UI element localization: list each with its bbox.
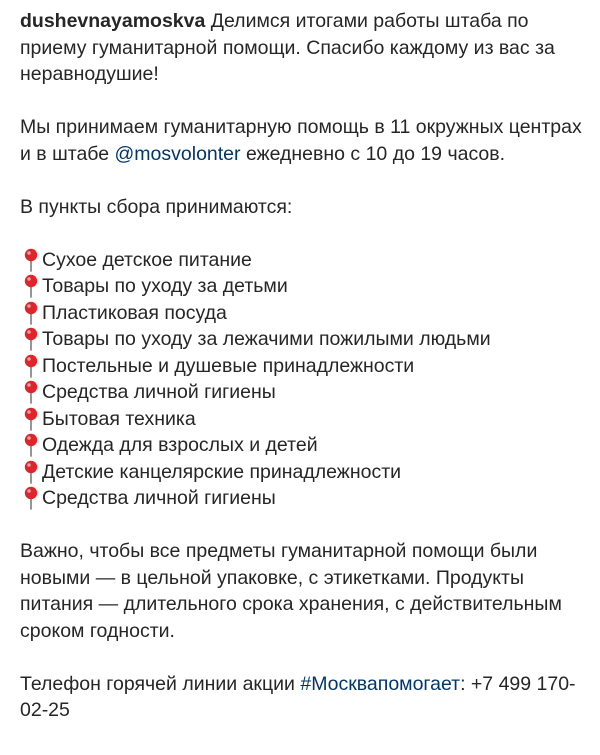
- round-pushpin-icon: [20, 432, 42, 458]
- list-item: [20, 300, 592, 327]
- hashtag-link[interactable]: #Москвапомогает: [300, 672, 461, 695]
- list-item: [20, 247, 592, 274]
- collection-items-list: [20, 247, 592, 512]
- list-item-label: Бытовая техника: [42, 407, 196, 430]
- list-item-label: Постельные и душевые принадлежности: [42, 354, 415, 377]
- list-item-label: Сухое детское питание: [42, 248, 252, 271]
- list-item-label: Детские канцелярские принадлежности: [42, 460, 402, 483]
- list-item: [20, 432, 592, 459]
- hotline-text-after: : +7 499 170-02-25: [20, 672, 576, 721]
- list-item: [20, 459, 592, 486]
- round-pushpin-icon: [20, 247, 42, 273]
- list-item: [20, 273, 592, 300]
- list-item: [20, 485, 592, 512]
- round-pushpin-icon: [20, 459, 42, 485]
- round-pushpin-icon: [20, 379, 42, 405]
- list-item: [20, 353, 592, 380]
- list-item-label: Товары по уходу за детьми: [42, 275, 288, 297]
- list-item: [20, 379, 592, 406]
- round-pushpin-icon: [20, 406, 42, 432]
- post-caption: [20, 8, 592, 724]
- list-item-label: Одежда для взрослых и детей: [42, 434, 318, 456]
- round-pushpin-icon: [20, 353, 42, 379]
- list-item: [20, 326, 592, 353]
- centers-text-before: Мы принимаем гуманитарную помощь в 11 окружных центрах и в штабе: [20, 116, 582, 165]
- list-item-label: Средства личной гигиены: [42, 487, 276, 509]
- mention-link[interactable]: @mosvolonter: [114, 142, 241, 165]
- important-paragraph: Важно, чтобы все предметы гуманитарной помощи были новыми — в цельной упаковке, с этикетками. Продукты питания — длительного срока хранения, с действительным сроком годности.: [20, 540, 562, 642]
- username-link[interactable]: dushevnayamoskva: [20, 10, 206, 32]
- collection-heading: В пункты сбора принимаются:: [20, 195, 293, 218]
- list-item-label: Средства личной гигиены: [42, 381, 276, 403]
- round-pushpin-icon: [20, 326, 42, 352]
- round-pushpin-icon: [20, 485, 42, 511]
- hotline-paragraph: [20, 671, 592, 724]
- centers-text-after: ежедневно с 10 до 19 часов.: [240, 142, 506, 165]
- hotline-text-before: Телефон горячей линии акции: [20, 672, 301, 695]
- list-item: [20, 406, 592, 433]
- round-pushpin-icon: [20, 300, 42, 326]
- caption-intro: [20, 8, 592, 88]
- intro-text: Делимся итогами работы штаба по приему гуманитарной помощи. Спасибо каждому из вас за неравнодушие!: [20, 10, 555, 85]
- centers-paragraph: [20, 114, 592, 167]
- round-pushpin-icon: [20, 273, 42, 299]
- list-item-label: Товары по уходу за лежачими пожилыми людьми: [42, 328, 491, 350]
- list-item-label: Пластиковая посуда: [42, 301, 227, 324]
